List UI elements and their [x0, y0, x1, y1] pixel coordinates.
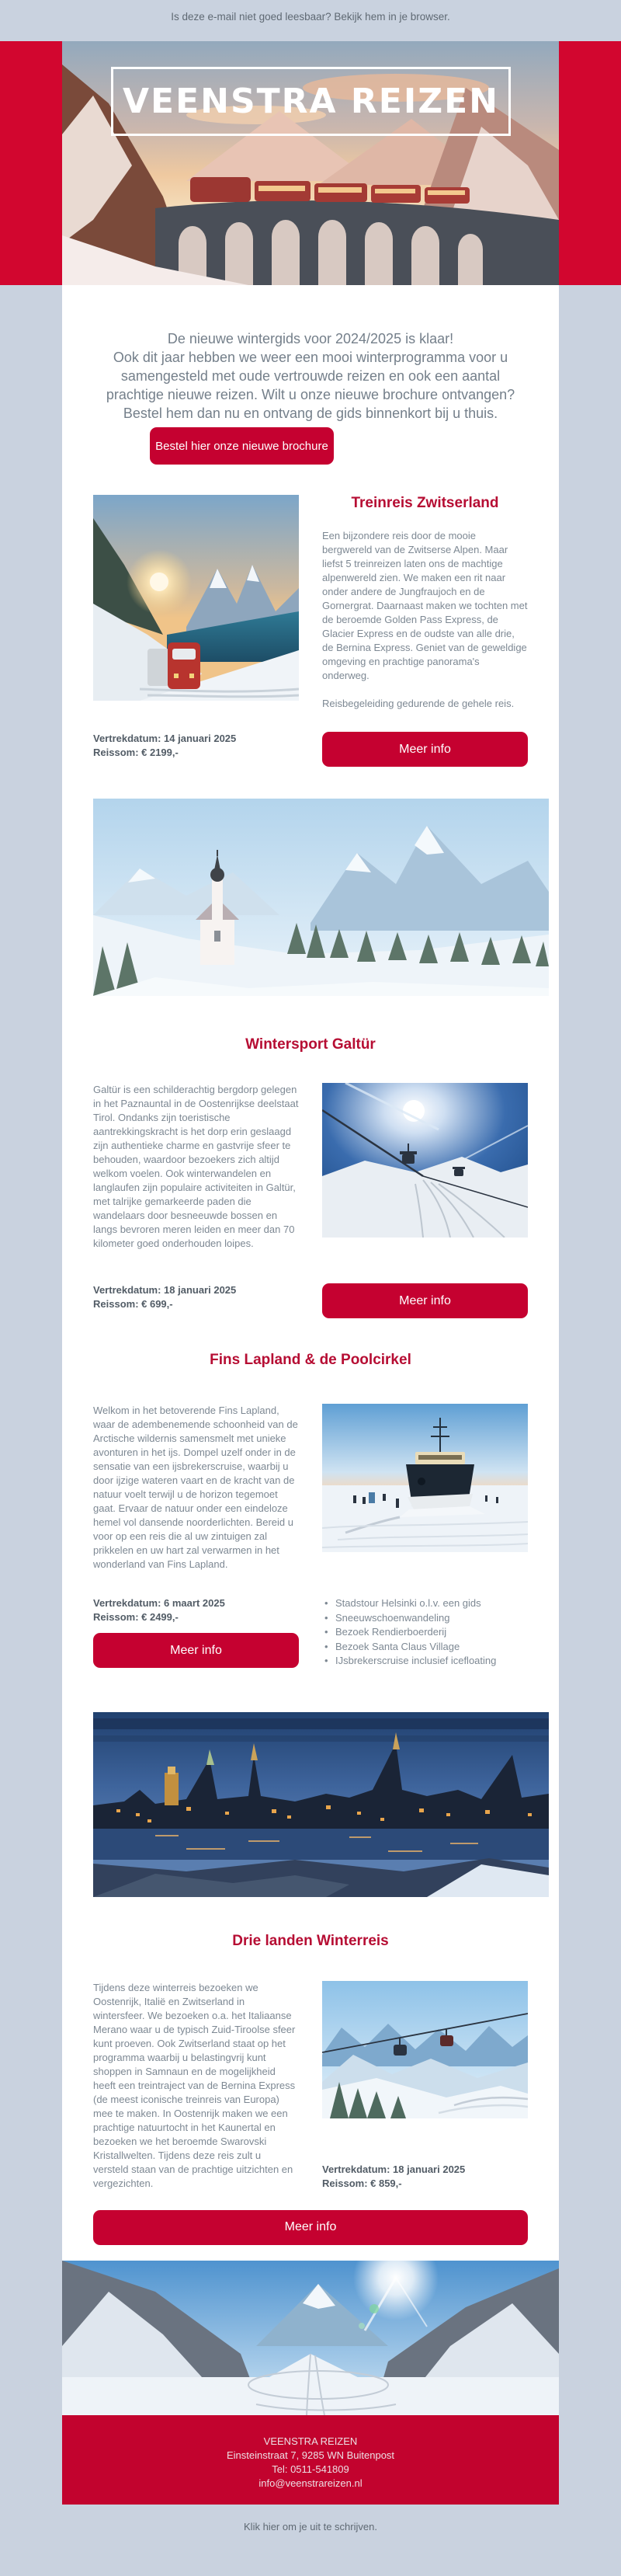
trip-price: Reissom: € 699,-: [93, 1298, 173, 1310]
list-item: • Stadstour Helsinki o.l.v. een gids: [322, 1596, 528, 1611]
section-drielanden: [62, 1981, 559, 2191]
zwitserland-trip-meta: [93, 732, 299, 767]
unsubscribe-link[interactable]: Klik hier om je uit te schrijven.: [244, 2520, 377, 2532]
order-brochure-button[interactable]: Bestel hier onze nieuwe brochure: [150, 427, 334, 465]
stockholm-skyline-photo: [93, 1712, 549, 1897]
trip-price: Reissom: € 2499,-: [93, 1611, 179, 1623]
unsubscribe-bar: [0, 2505, 621, 2544]
trip-price: Reissom: € 859,-: [322, 2177, 402, 2189]
meer-info-button-drielanden[interactable]: Meer info: [93, 2210, 528, 2245]
list-item: • Bezoek Santa Claus Village: [322, 1640, 528, 1655]
alpine-church-photo: [93, 799, 549, 996]
intro-text: [62, 285, 559, 423]
section-lapland: [62, 1404, 559, 1572]
section-title-zwitserland: Treinreis Zwitserland: [351, 495, 499, 511]
meer-info-button-zwitserland[interactable]: Meer info: [322, 732, 528, 767]
list-item: • IJsbrekerscruise inclusief icefloating: [322, 1654, 528, 1669]
galtuer-trip-meta: [93, 1283, 299, 1318]
zwitserland-train-photo: [93, 495, 299, 701]
email-body-card: [62, 285, 559, 2505]
section-title-lapland: Fins Lapland & de Poolcirkel: [210, 1352, 411, 1368]
footer-snow-valley-photo: [62, 2261, 559, 2415]
departure-date: Vertrekdatum: 18 januari 2025: [322, 2163, 466, 2175]
departure-date: Vertrekdatum: 18 januari 2025: [93, 1284, 237, 1296]
lapland-icebreaker-photo: [322, 1404, 528, 1552]
section-zwitserland: [62, 495, 559, 711]
galtuer-skilift-photo: [322, 1083, 528, 1238]
departure-date: Vertrekdatum: 14 januari 2025: [93, 733, 237, 744]
meer-info-button-galtuer[interactable]: Meer info: [322, 1283, 528, 1318]
logo: VEENSTRA REIZEN: [122, 82, 500, 121]
intro-line1: De nieuwe wintergids voor 2024/2025 is klaar!: [167, 331, 454, 346]
section-note-zwitserland: Reisbegeleiding gedurende de gehele reis.: [322, 698, 515, 709]
drielanden-trip-meta: [322, 2163, 528, 2191]
zwitserland-meta-row: [62, 732, 559, 767]
section-body-lapland: Welkom in het betoverende Fins Lapland, waar de adembenemende schoonheid van de Arctische wildernis samensmelt met unieke avonturen in het ijs. Dompel uzelf onder in de sensatie van een ijsbrekerscruise, waarbij u door ijzige wateren vaart en de kracht van de natuur voelt terwijl u de horizon tegemoet gaat. Ervaar de natuur onder een eindeloze hemel vol dansende noorderlichten. Bereid u voor op een reis die al uw zintuigen zal prikkelen en uw hart zal verwarmen in het wonderland van Fins Lapland.: [93, 1405, 298, 1570]
section-body-drielanden: Tijdens deze winterreis bezoeken we Oostenrijk, Italië en Zwitserland in wintersfeer. We bezoeken o.a. het Italiaanse Merano waar u de typisch Zuid-Tiroolse sfeer kunt proeven. Ook Zwitserland staat op het programma waarbij u belastingvrij kunt shoppen in Samnaun en de mogelijkheid heeft een treintraject van de Bernina Express (de meest iconische treinreis van Europa) mee te maken. In Oostenrijk maken we een prachtige natuurtocht in het Kaunertal en bezoeken we het beroemde Swarovski Kristallwelten. Tijdens deze reis zult u versteld staan van de prachtige uitzichten en vergezichten.: [93, 1981, 296, 2189]
lapland-meta-row: [62, 1596, 559, 1669]
galtuer-meta-row: [62, 1283, 559, 1318]
footer-contact-block: [62, 2415, 559, 2505]
lapland-highlights-list: [322, 1596, 528, 1669]
footer-company-name: VEENSTRA REIZEN: [263, 2435, 358, 2447]
meer-info-button-lapland[interactable]: Meer info: [93, 1633, 299, 1668]
drielanden-right-col: [322, 1981, 528, 2191]
view-in-browser-bar: [0, 0, 621, 41]
section-title-galtuer: Wintersport Galtür: [245, 1036, 376, 1053]
section-galtuer: [62, 1083, 559, 1251]
departure-date: Vertrekdatum: 6 maart 2025: [93, 1597, 225, 1609]
list-item: • Bezoek Rendierboerderij: [322, 1625, 528, 1640]
section-body-galtuer: Galtür is een schilderachtig bergdorp gelegen in het Paznauntal in de Oostenrijkse deelstaat Tirol. Ondanks zijn toeristische aantrekkingskracht is het dorp erin geslaagd zijn authentieke charme en gastvrije sfeer te behouden, waardoor bezoekers zich altijd welkom voelen. Ook winterwandelen en langlaufen zijn populaire activiteiten in Galtür, met talrijke gemarkeerde paden die wandelaars door besneeuwde bossen en langs bevroren meren leiden en meer dan 70 kilometer goed onderhouden loipes.: [93, 1084, 299, 1249]
lapland-meta-left: [93, 1596, 299, 1669]
section-zwitserland-text: [322, 495, 528, 711]
view-in-browser-text: Is deze e-mail niet goed leesbaar?: [171, 11, 331, 23]
view-in-browser-link[interactable]: Bekijk hem in je browser.: [334, 11, 450, 23]
footer-phone: Tel: 0511-541809: [272, 2463, 349, 2475]
section-body-zwitserland: Een bijzondere reis door de mooie bergwereld van de Zwitserse Alpen. Maar liefst 5 treinreizen laten ons de machtige alpenwereld zien. We maken een rit naar onder andere de Jungfraujoch en de Gornergrat. Daarnaast maken we tochten met de beroemde Golden Pass Express, de Glacier Express en de oudste van alle drie, de Bernina Express. Geniet van de geweldige omgeving en prachtige panorama's onderweg.: [322, 530, 528, 681]
trip-price: Reissom: € 2199,-: [93, 747, 179, 758]
list-item: • Sneeuwschoenwandeling: [322, 1611, 528, 1626]
section-title-drielanden: Drie landen Winterreis: [232, 1932, 389, 1949]
footer-email-link[interactable]: info@veenstrareizen.nl: [258, 2477, 363, 2489]
intro-body: Ook dit jaar hebben we weer een mooi winterprogramma voor u samengesteld met oude vertrouwde reizen en ook een aantal prachtige nieuwe reizen. Wilt u onze nieuwe brochure ontvangen? Bestel hem dan nu en ontvang de gids binnenkort bij u thuis.: [106, 350, 515, 421]
drielanden-gondola-photo: [322, 1981, 528, 2118]
logo-box: [111, 67, 511, 136]
header: [0, 41, 621, 285]
footer-address: Einsteinstraat 7, 9285 WN Buitenpost: [226, 2449, 395, 2461]
